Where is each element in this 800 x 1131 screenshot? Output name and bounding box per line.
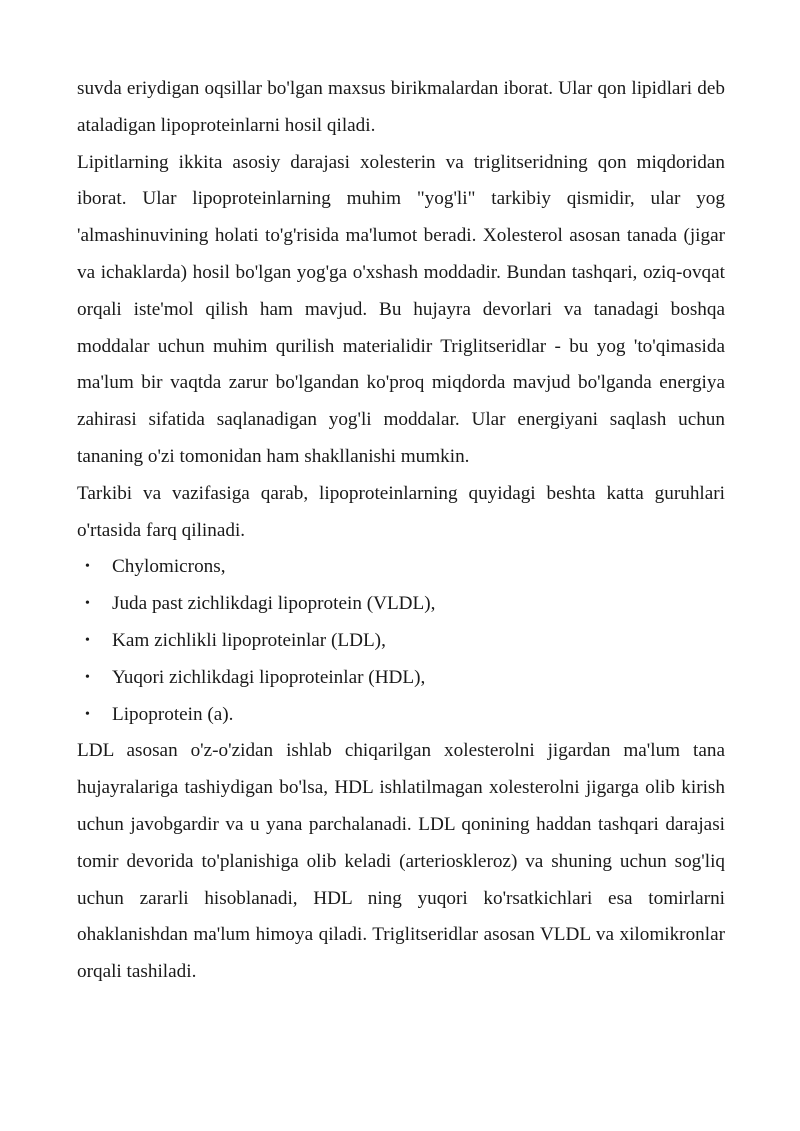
list-item — [77, 697, 725, 734]
list-item — [77, 623, 725, 660]
bullet-icon: • — [85, 559, 90, 575]
list-item-label: Kam zichlikli lipoproteinlar (LDL), — [112, 629, 386, 651]
paragraph-intro: suvda eriydigan oqsillar bo'lgan maxsus birikmalardan iborat. Ular qon lipidlari deb ataladigan lipoproteinlarni hosil qiladi. — [77, 78, 725, 136]
list-item — [77, 586, 725, 623]
bullet-icon: • — [85, 596, 90, 612]
document-page — [77, 71, 725, 991]
paragraph-lipid-levels: Lipitlarning ikkita asosiy darajasi xolesterin va triglitseridning qon miqdoridan iborat. Ular lipoproteinlarning muhim "yog'li" tarkibiy qismidir, ular yog 'almashinuvining holati to'g'risida ma'lumot beradi. Xolesterol asosan tanada (jigar va ichaklarda) hosil bo'lgan yog'ga o'xshash moddadir. Bundan tashqari, oziq-ovqat orqali iste'mol qilish ham mavjud. Bu hujayra devorlari va tanadagi boshqa moddalar uchun muhim qurilish materialidir Triglitseridlar - bu yog 'to'qimasida ma'lum bir vaqtda zarur bo'lgandan ko'proq miqdorda mavjud bo'lganda energiya zahirasi sifatida saqlanadigan yog'li moddalar. Ular energiyani saqlash uchun tananing o'zi tomonidan ham shakllanishi mumkin. — [77, 151, 725, 467]
list-item-label: Lipoprotein (a). — [112, 703, 234, 725]
bullet-icon: • — [85, 632, 90, 648]
list-item-label: Chylomicrons, — [112, 556, 226, 578]
bullet-icon: • — [85, 669, 90, 685]
paragraph-lipoprotein-groups: Tarkibi va vazifasiga qarab, lipoproteinlarning quyidagi beshta katta guruhlari o'rtasida farq qilinadi. — [77, 482, 725, 541]
list-item — [77, 549, 725, 586]
lipoprotein-list — [77, 549, 725, 733]
list-item-label: Juda past zichlikdagi lipoprotein (VLDL), — [112, 593, 436, 615]
list-item — [77, 660, 725, 697]
paragraph-ldl-hdl: LDL asosan o'z-o'zidan ishlab chiqarilgan xolesterolni jigardan ma'lum tana hujayralariga tashiydigan bo'lsa, HDL ishlatilmagan xolesterolni jigarga olib kirish uchun javobgardir va u yana parchalanadi. LDL qonining haddan tashqari darajasi tomir devorida to'planishiga olib keladi (arterioskleroz) va shuning uchun sog'liq uchun zararli hisoblanadi, HDL ning yuqori ko'rsatkichlari esa tomirlarni ohaklanishdan ma'lum himoya qiladi. Triglitseridlar asosan VLDL va xilomikronlar orqali tashiladi. — [77, 740, 725, 983]
list-item-label: Yuqori zichlikdagi lipoproteinlar (HDL), — [112, 666, 426, 688]
bullet-icon: • — [85, 706, 90, 722]
